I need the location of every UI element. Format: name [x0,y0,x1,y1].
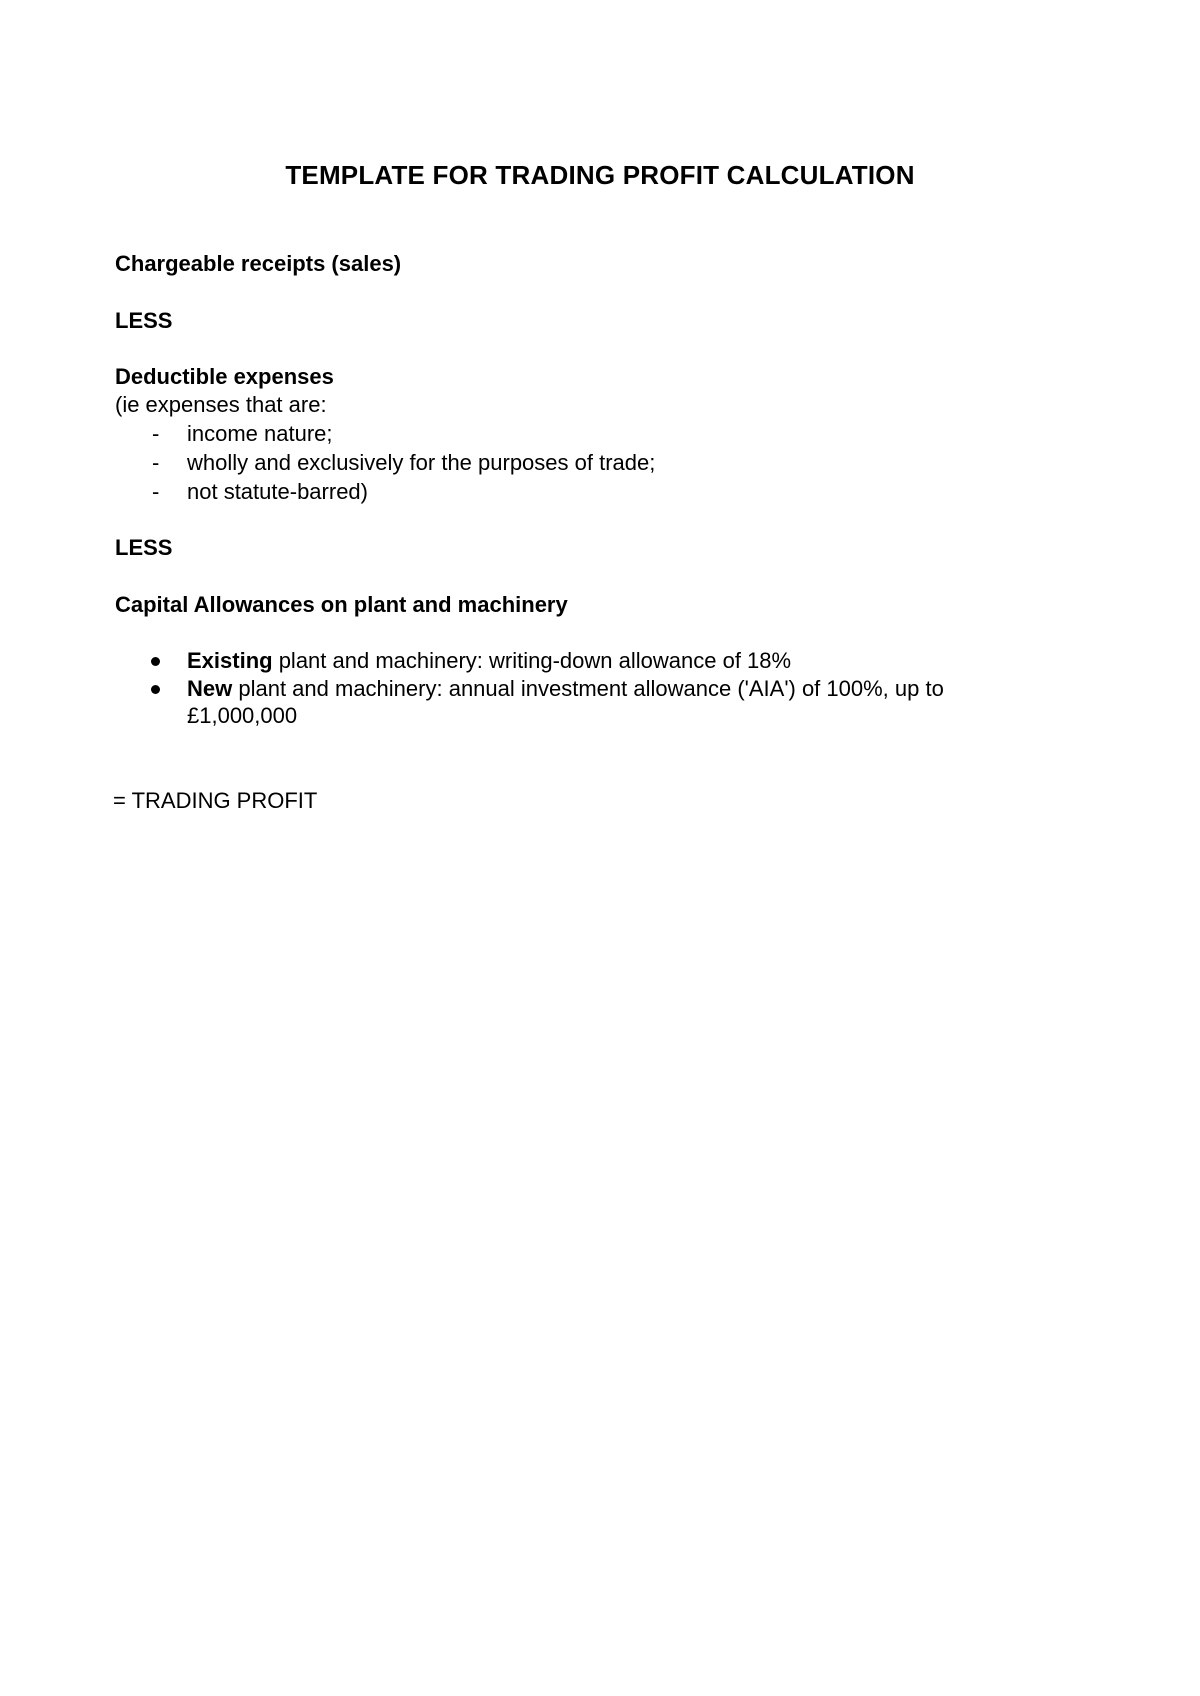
bullet-icon [151,685,160,694]
dash-marker: - [152,421,160,446]
less-label-2: LESS [115,535,173,560]
allowances-item-continuation: £1,000,000 [187,703,298,728]
allowances-heading: Capital Allowances on plant and machinery [115,592,568,617]
allowances-item-text [187,647,791,675]
dash-marker: - [152,450,160,475]
allowances-item-bold: New [187,676,233,701]
bullet-icon [151,657,160,666]
less-label-1: LESS [115,308,173,333]
dash-marker: - [152,479,160,504]
allowances-item-bold: Existing [187,648,273,673]
allowances-item-rest: plant and machinery: writing-down allowance of 18% [272,648,792,673]
expenses-item-text: not statute-barred) [187,479,368,504]
expenses-intro: (ie expenses that are: [115,392,327,417]
document-title: TEMPLATE FOR TRADING PROFIT CALCULATION [285,160,915,190]
trading-profit-result: = TRADING PROFIT [113,788,318,813]
expenses-item-text: income nature; [187,421,333,446]
allowances-item-rest: plant and machinery: annual investment allowance ('AIA') of 100%, up to [232,676,944,701]
expenses-heading: Deductible expenses [115,364,334,389]
allowances-item-text [187,675,944,703]
expenses-item-text: wholly and exclusively for the purposes of trade; [187,450,656,475]
receipts-heading: Chargeable receipts (sales) [115,251,402,276]
